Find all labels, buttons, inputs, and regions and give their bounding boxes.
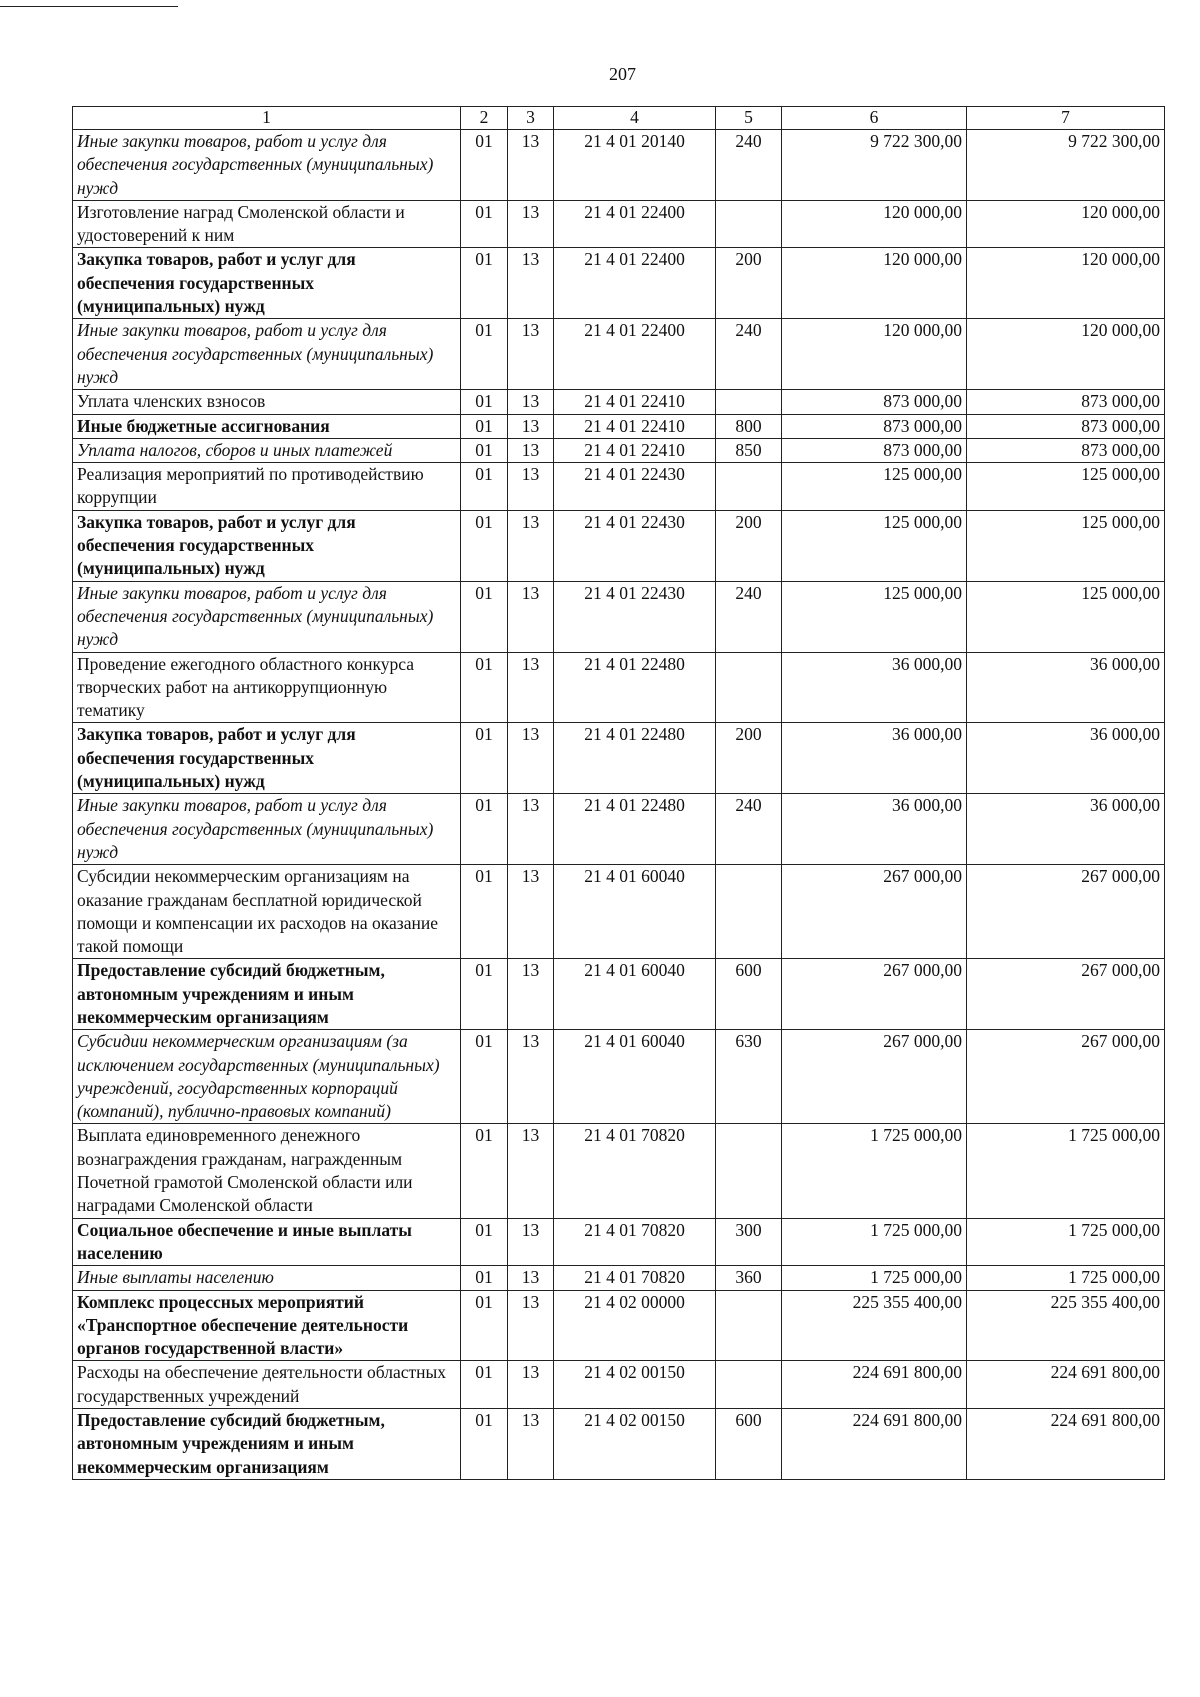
row-expense-type: 600 [716, 959, 782, 1030]
row-subsection: 13 [508, 1409, 554, 1480]
row-expense-type [716, 652, 782, 723]
row-expense-type: 200 [716, 723, 782, 794]
row-expense-type: 200 [716, 510, 782, 581]
row-expense-type: 300 [716, 1218, 782, 1266]
column-number-7: 7 [967, 107, 1165, 130]
row-name: Изготовление наград Смоленской области и удостоверений к ним [73, 200, 461, 248]
row-subsection: 13 [508, 200, 554, 248]
row-name: Иные бюджетные ассигнования [73, 414, 461, 438]
row-expense-type [716, 1124, 782, 1218]
column-number-4: 4 [554, 107, 716, 130]
row-section: 01 [461, 865, 508, 959]
table-row [73, 1030, 1165, 1124]
row-target-article: 21 4 01 70820 [554, 1218, 716, 1266]
row-target-article: 21 4 02 00000 [554, 1290, 716, 1361]
row-amount-1: 125 000,00 [782, 510, 967, 581]
row-section: 01 [461, 438, 508, 462]
row-name: Проведение ежегодного областного конкурса творческих работ на антикоррупционную тематику [73, 652, 461, 723]
row-section: 01 [461, 319, 508, 390]
row-name: Выплата единовременного денежного вознаграждения гражданам, награжденным Почетной грамотой Смоленской области или наградами Смоленской области [73, 1124, 461, 1218]
row-target-article: 21 4 01 70820 [554, 1266, 716, 1290]
row-name: Комплекс процессных мероприятий «Транспортное обеспечение деятельности органов государственной власти» [73, 1290, 461, 1361]
column-number-5: 5 [716, 107, 782, 130]
row-amount-1: 1 725 000,00 [782, 1266, 967, 1290]
row-expense-type [716, 865, 782, 959]
row-section: 01 [461, 1409, 508, 1480]
table-row [73, 723, 1165, 794]
row-expense-type [716, 463, 782, 511]
row-subsection: 13 [508, 1124, 554, 1218]
row-amount-2: 125 000,00 [967, 510, 1165, 581]
table-row [73, 510, 1165, 581]
table-row [73, 959, 1165, 1030]
row-name: Субсидии некоммерческим организациям на оказание гражданам бесплатной юридической помощи и компенсации их расходов на оказание такой помощи [73, 865, 461, 959]
table-row [73, 438, 1165, 462]
row-amount-2: 1 725 000,00 [967, 1218, 1165, 1266]
row-amount-1: 36 000,00 [782, 794, 967, 865]
row-amount-1: 125 000,00 [782, 463, 967, 511]
row-amount-2: 225 355 400,00 [967, 1290, 1165, 1361]
row-amount-1: 873 000,00 [782, 414, 967, 438]
row-amount-2: 873 000,00 [967, 438, 1165, 462]
row-subsection: 13 [508, 581, 554, 652]
table-row [73, 463, 1165, 511]
row-amount-2: 267 000,00 [967, 1030, 1165, 1124]
row-subsection: 13 [508, 652, 554, 723]
row-section: 01 [461, 959, 508, 1030]
row-subsection: 13 [508, 723, 554, 794]
row-section: 01 [461, 390, 508, 414]
table-row [73, 248, 1165, 319]
row-subsection: 13 [508, 794, 554, 865]
row-subsection: 13 [508, 319, 554, 390]
row-target-article: 21 4 01 22430 [554, 581, 716, 652]
row-expense-type: 850 [716, 438, 782, 462]
row-amount-1: 873 000,00 [782, 390, 967, 414]
row-amount-1: 36 000,00 [782, 723, 967, 794]
row-section: 01 [461, 463, 508, 511]
row-subsection: 13 [508, 1218, 554, 1266]
row-amount-2: 36 000,00 [967, 794, 1165, 865]
row-target-article: 21 4 01 22480 [554, 794, 716, 865]
row-section: 01 [461, 1124, 508, 1218]
row-name: Уплата налогов, сборов и иных платежей [73, 438, 461, 462]
column-number-2: 2 [461, 107, 508, 130]
row-expense-type: 800 [716, 414, 782, 438]
row-name: Иные закупки товаров, работ и услуг для обеспечения государственных (муниципальных) нужд [73, 794, 461, 865]
row-amount-1: 267 000,00 [782, 1030, 967, 1124]
row-amount-1: 9 722 300,00 [782, 130, 967, 201]
table-row [73, 1218, 1165, 1266]
row-target-article: 21 4 01 22410 [554, 438, 716, 462]
row-subsection: 13 [508, 1030, 554, 1124]
row-target-article: 21 4 01 60040 [554, 959, 716, 1030]
row-expense-type: 240 [716, 794, 782, 865]
row-amount-2: 125 000,00 [967, 463, 1165, 511]
row-subsection: 13 [508, 510, 554, 581]
row-amount-2: 120 000,00 [967, 248, 1165, 319]
row-subsection: 13 [508, 130, 554, 201]
row-target-article: 21 4 01 22400 [554, 319, 716, 390]
row-target-article: 21 4 01 22400 [554, 248, 716, 319]
table-row [73, 200, 1165, 248]
row-target-article: 21 4 01 20140 [554, 130, 716, 201]
table-row [73, 794, 1165, 865]
row-amount-1: 120 000,00 [782, 248, 967, 319]
row-expense-type: 200 [716, 248, 782, 319]
row-subsection: 13 [508, 438, 554, 462]
row-name: Закупка товаров, работ и услуг для обеспечения государственных (муниципальных) нужд [73, 723, 461, 794]
row-section: 01 [461, 130, 508, 201]
row-amount-1: 1 725 000,00 [782, 1218, 967, 1266]
row-amount-1: 225 355 400,00 [782, 1290, 967, 1361]
row-expense-type [716, 200, 782, 248]
row-section: 01 [461, 1266, 508, 1290]
row-expense-type [716, 390, 782, 414]
table-row [73, 130, 1165, 201]
row-section: 01 [461, 414, 508, 438]
row-amount-2: 224 691 800,00 [967, 1409, 1165, 1480]
row-target-article: 21 4 01 22430 [554, 463, 716, 511]
row-name: Предоставление субсидий бюджетным, автономным учреждениям и иным некоммерческим организациям [73, 1409, 461, 1480]
row-expense-type: 600 [716, 1409, 782, 1480]
column-number-3: 3 [508, 107, 554, 130]
row-name: Предоставление субсидий бюджетным, автономным учреждениям и иным некоммерческим организациям [73, 959, 461, 1030]
column-number-row [73, 107, 1165, 130]
row-section: 01 [461, 652, 508, 723]
row-subsection: 13 [508, 1266, 554, 1290]
row-target-article: 21 4 02 00150 [554, 1361, 716, 1409]
row-expense-type: 240 [716, 581, 782, 652]
row-target-article: 21 4 01 22430 [554, 510, 716, 581]
row-name: Иные выплаты населению [73, 1266, 461, 1290]
row-subsection: 13 [508, 865, 554, 959]
column-number-1: 1 [73, 107, 461, 130]
row-target-article: 21 4 01 60040 [554, 865, 716, 959]
table-row [73, 319, 1165, 390]
row-target-article: 21 4 01 22480 [554, 652, 716, 723]
row-subsection: 13 [508, 1290, 554, 1361]
row-section: 01 [461, 723, 508, 794]
row-amount-1: 36 000,00 [782, 652, 967, 723]
row-section: 01 [461, 794, 508, 865]
row-name: Иные закупки товаров, работ и услуг для обеспечения государственных (муниципальных) нужд [73, 319, 461, 390]
row-name: Иные закупки товаров, работ и услуг для обеспечения государственных (муниципальных) нужд [73, 130, 461, 201]
row-expense-type: 630 [716, 1030, 782, 1124]
row-target-article: 21 4 01 22410 [554, 390, 716, 414]
row-amount-2: 267 000,00 [967, 865, 1165, 959]
row-subsection: 13 [508, 248, 554, 319]
row-name: Закупка товаров, работ и услуг для обеспечения государственных (муниципальных) нужд [73, 248, 461, 319]
row-amount-1: 120 000,00 [782, 319, 967, 390]
row-name: Расходы на обеспечение деятельности областных государственных учреждений [73, 1361, 461, 1409]
row-amount-2: 9 722 300,00 [967, 130, 1165, 201]
row-subsection: 13 [508, 1361, 554, 1409]
row-subsection: 13 [508, 390, 554, 414]
row-expense-type: 240 [716, 319, 782, 390]
row-amount-1: 224 691 800,00 [782, 1409, 967, 1480]
row-amount-1: 224 691 800,00 [782, 1361, 967, 1409]
row-amount-1: 125 000,00 [782, 581, 967, 652]
row-amount-2: 1 725 000,00 [967, 1124, 1165, 1218]
row-amount-2: 120 000,00 [967, 319, 1165, 390]
row-expense-type: 360 [716, 1266, 782, 1290]
table-row [73, 581, 1165, 652]
row-amount-2: 36 000,00 [967, 723, 1165, 794]
row-name: Реализация мероприятий по противодействию коррупции [73, 463, 461, 511]
row-section: 01 [461, 200, 508, 248]
row-amount-2: 224 691 800,00 [967, 1361, 1165, 1409]
row-target-article: 21 4 01 60040 [554, 1030, 716, 1124]
table-body [73, 130, 1165, 1480]
row-amount-1: 120 000,00 [782, 200, 967, 248]
row-subsection: 13 [508, 463, 554, 511]
row-amount-1: 267 000,00 [782, 959, 967, 1030]
row-section: 01 [461, 581, 508, 652]
column-number-6: 6 [782, 107, 967, 130]
corner-rule [0, 6, 178, 7]
row-target-article: 21 4 01 70820 [554, 1124, 716, 1218]
table-row [73, 1361, 1165, 1409]
table-row [73, 1409, 1165, 1480]
row-expense-type [716, 1361, 782, 1409]
row-target-article: 21 4 01 22410 [554, 414, 716, 438]
row-section: 01 [461, 1361, 508, 1409]
row-section: 01 [461, 248, 508, 319]
row-amount-2: 873 000,00 [967, 414, 1165, 438]
row-target-article: 21 4 01 22480 [554, 723, 716, 794]
row-subsection: 13 [508, 414, 554, 438]
row-name: Иные закупки товаров, работ и услуг для обеспечения государственных (муниципальных) нужд [73, 581, 461, 652]
row-target-article: 21 4 02 00150 [554, 1409, 716, 1480]
row-amount-2: 120 000,00 [967, 200, 1165, 248]
row-section: 01 [461, 1030, 508, 1124]
table-row [73, 865, 1165, 959]
row-amount-2: 267 000,00 [967, 959, 1165, 1030]
table-row [73, 1124, 1165, 1218]
table-row [73, 1266, 1165, 1290]
row-expense-type: 240 [716, 130, 782, 201]
page-number: 207 [609, 64, 636, 84]
row-amount-1: 1 725 000,00 [782, 1124, 967, 1218]
row-name: Закупка товаров, работ и услуг для обеспечения государственных (муниципальных) нужд [73, 510, 461, 581]
row-amount-1: 267 000,00 [782, 865, 967, 959]
row-amount-2: 36 000,00 [967, 652, 1165, 723]
table-row [73, 390, 1165, 414]
row-name: Социальное обеспечение и иные выплаты населению [73, 1218, 461, 1266]
row-amount-2: 1 725 000,00 [967, 1266, 1165, 1290]
table-row [73, 1290, 1165, 1361]
row-amount-2: 873 000,00 [967, 390, 1165, 414]
table-row [73, 652, 1165, 723]
row-section: 01 [461, 1218, 508, 1266]
row-amount-2: 125 000,00 [967, 581, 1165, 652]
budget-table [72, 106, 1165, 1480]
row-amount-1: 873 000,00 [782, 438, 967, 462]
row-name: Субсидии некоммерческим организациям (за исключением государственных (муниципальных) учреждений, государственных корпораций (компаний), публично-правовых компаний) [73, 1030, 461, 1124]
row-subsection: 13 [508, 959, 554, 1030]
row-name: Уплата членских взносов [73, 390, 461, 414]
table-row [73, 414, 1165, 438]
row-section: 01 [461, 1290, 508, 1361]
row-expense-type [716, 1290, 782, 1361]
row-target-article: 21 4 01 22400 [554, 200, 716, 248]
row-section: 01 [461, 510, 508, 581]
